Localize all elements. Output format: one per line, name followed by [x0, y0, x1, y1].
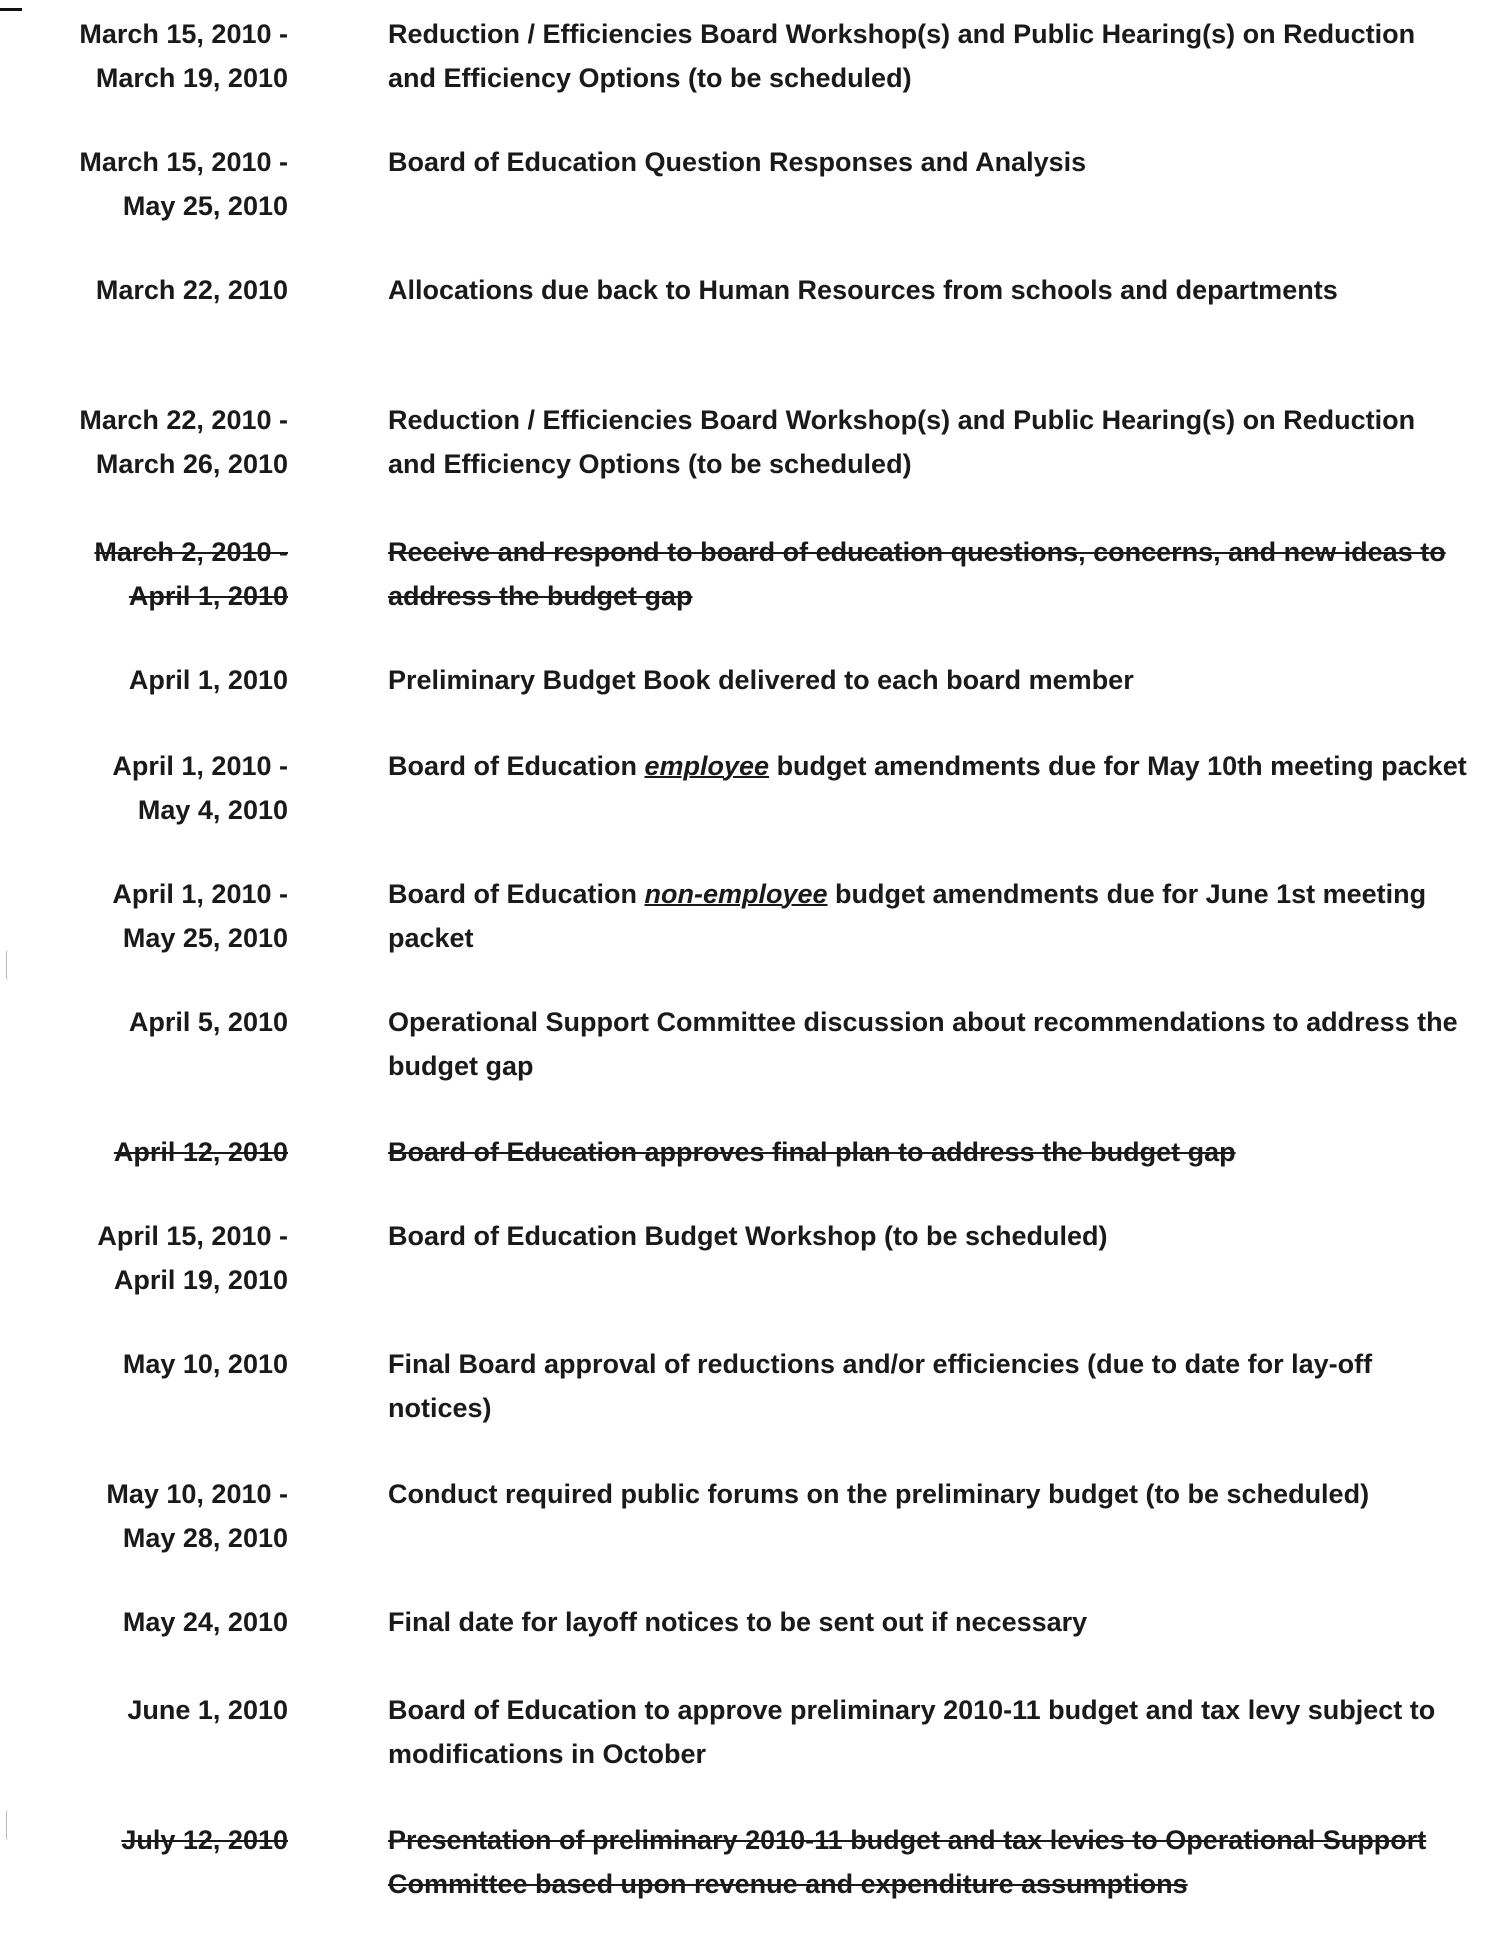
row-date: March 2, 2010 - April 1, 2010: [94, 537, 288, 611]
row-description: Presentation of preliminary 2010-11 budget and tax levies to Operational Support Committee based upon revenue and expenditure assumptions: [388, 1825, 1427, 1899]
schedule-row: [0, 1688, 1501, 1776]
row-date: April 5, 2010: [128, 1007, 288, 1037]
emphasis-employee: employee: [644, 751, 770, 781]
emphasis-non: non: [644, 879, 694, 909]
row-description: Board of Education Question Responses and Analysis: [388, 147, 1087, 177]
row-description: Board of Education approves final plan to address the budget gap: [388, 1137, 1236, 1167]
schedule-row: [0, 1214, 1501, 1302]
schedule-row: [0, 1000, 1501, 1088]
row-description: Board of Education Budget Workshop (to be scheduled): [388, 1221, 1108, 1251]
row-date: March 15, 2010 - March 19, 2010: [79, 19, 288, 93]
page-edge-mark: [0, 0, 22, 11]
row-description: Operational Support Committee discussion about recommendations to address the budget gap: [388, 1007, 1458, 1081]
row-description: Board of Education non-employee budget amendments due for June 1st meeting packet: [388, 879, 1427, 953]
row-date: March 22, 2010 - March 26, 2010: [79, 405, 288, 479]
schedule-row: [0, 1600, 1501, 1644]
row-description: Preliminary Budget Book delivered to each board member: [388, 665, 1134, 695]
row-date: April 15, 2010 - April 19, 2010: [97, 1221, 288, 1295]
row-date: April 1, 2010 - May 4, 2010: [112, 751, 288, 825]
row-date: April 1, 2010: [128, 665, 288, 695]
row-description: Receive and respond to board of education questions, concerns, and new ideas to address the budget gap: [388, 537, 1446, 611]
row-date: April 1, 2010 - May 25, 2010: [112, 879, 288, 953]
row-date: March 22, 2010: [95, 275, 288, 305]
row-description: Board of Education to approve preliminary 2010-11 budget and tax levy subject to modifications in October: [388, 1695, 1436, 1769]
row-date: May 10, 2010: [122, 1349, 288, 1379]
row-description: Board of Education employee budget amendments due for May 10th meeting packet: [388, 751, 1467, 781]
row-description: Conduct required public forums on the preliminary budget (to be scheduled): [388, 1479, 1370, 1509]
row-date: April 12, 2010: [113, 1137, 288, 1167]
row-description: Reduction / Efficiencies Board Workshop(s) and Public Hearing(s) on Reduction and Efficiency Options (to be scheduled): [388, 19, 1416, 93]
row-date: May 10, 2010 - May 28, 2010: [106, 1479, 288, 1553]
schedule-row-struck: [0, 1130, 1501, 1174]
schedule-row: [0, 872, 1501, 960]
row-date: June 1, 2010: [127, 1695, 288, 1725]
schedule-row: [0, 268, 1501, 312]
emphasis-employee: -employee: [693, 879, 828, 909]
schedule-row: [0, 140, 1501, 228]
row-date: July 12, 2010: [121, 1825, 288, 1855]
row-description: Allocations due back to Human Resources from schools and departments: [388, 275, 1338, 305]
row-description: Final date for layoff notices to be sent out if necessary: [388, 1607, 1088, 1637]
schedule-row: [0, 658, 1501, 702]
schedule-row: [0, 1342, 1501, 1430]
schedule-row-struck: [0, 1818, 1501, 1906]
row-description: Final Board approval of reductions and/or efficiencies (due to date for lay-off notices): [388, 1349, 1373, 1423]
row-date: May 24, 2010: [122, 1607, 288, 1637]
schedule-row-struck: [0, 530, 1501, 618]
schedule-row: [0, 744, 1501, 832]
schedule-row: [0, 398, 1501, 486]
row-description: Reduction / Efficiencies Board Workshop(s) and Public Hearing(s) on Reduction and Efficiency Options (to be scheduled): [388, 405, 1416, 479]
schedule-row: [0, 12, 1501, 100]
row-date: March 15, 2010 - May 25, 2010: [79, 147, 288, 221]
schedule-row: [0, 1472, 1501, 1560]
